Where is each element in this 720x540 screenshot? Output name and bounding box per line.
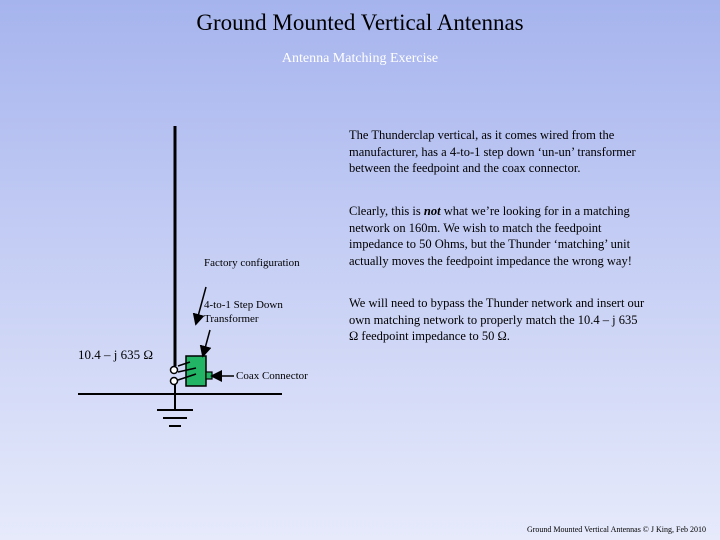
label-factory-configuration: Factory configuration <box>204 257 300 269</box>
p2-text-after: what we’re looking for in a matching network on 160m. We wish to match the feedpoint impedance to 50 Ohms, but the Thunder ‘matching’ unit actually moves the feedpoint impedance the wrong way! <box>349 204 632 268</box>
slide-title: Ground Mounted Vertical Antennas <box>196 10 524 35</box>
paragraph-thunderclap: The Thunderclap vertical, as it comes wired from the manufacturer, has a 4-to-1 step down ‘un-un’ transformer between the feedpoint and the coax connector. <box>349 128 636 175</box>
p2-emphasis: not <box>423 204 441 218</box>
feedpoint-terminal-lower <box>171 378 178 385</box>
label-feedpoint-impedance: 10.4 – j 635 Ω <box>78 347 154 362</box>
slide-footer: Ground Mounted Vertical Antennas © J King, Feb 2010 <box>526 525 706 534</box>
label-step-down-transformer: 4-to-1 Step Down Transformer <box>204 299 283 325</box>
arrow-transformer <box>204 330 210 352</box>
coax-connector <box>206 372 212 379</box>
feedpoint-terminal-upper <box>171 367 178 374</box>
ground-symbol <box>157 410 193 426</box>
transformer-box <box>186 356 206 386</box>
label-coax-connector: Coax Connector <box>236 370 308 382</box>
p2-text-before: Clearly, this is <box>349 204 424 218</box>
paragraph-bypass-network: We will need to bypass the Thunder network and insert our own matching network to properly match the 10.4 – j 635 Ω feedpoint impedance to 50 Ω. <box>349 296 645 343</box>
slide-subtitle: Antenna Matching Exercise <box>281 51 439 66</box>
